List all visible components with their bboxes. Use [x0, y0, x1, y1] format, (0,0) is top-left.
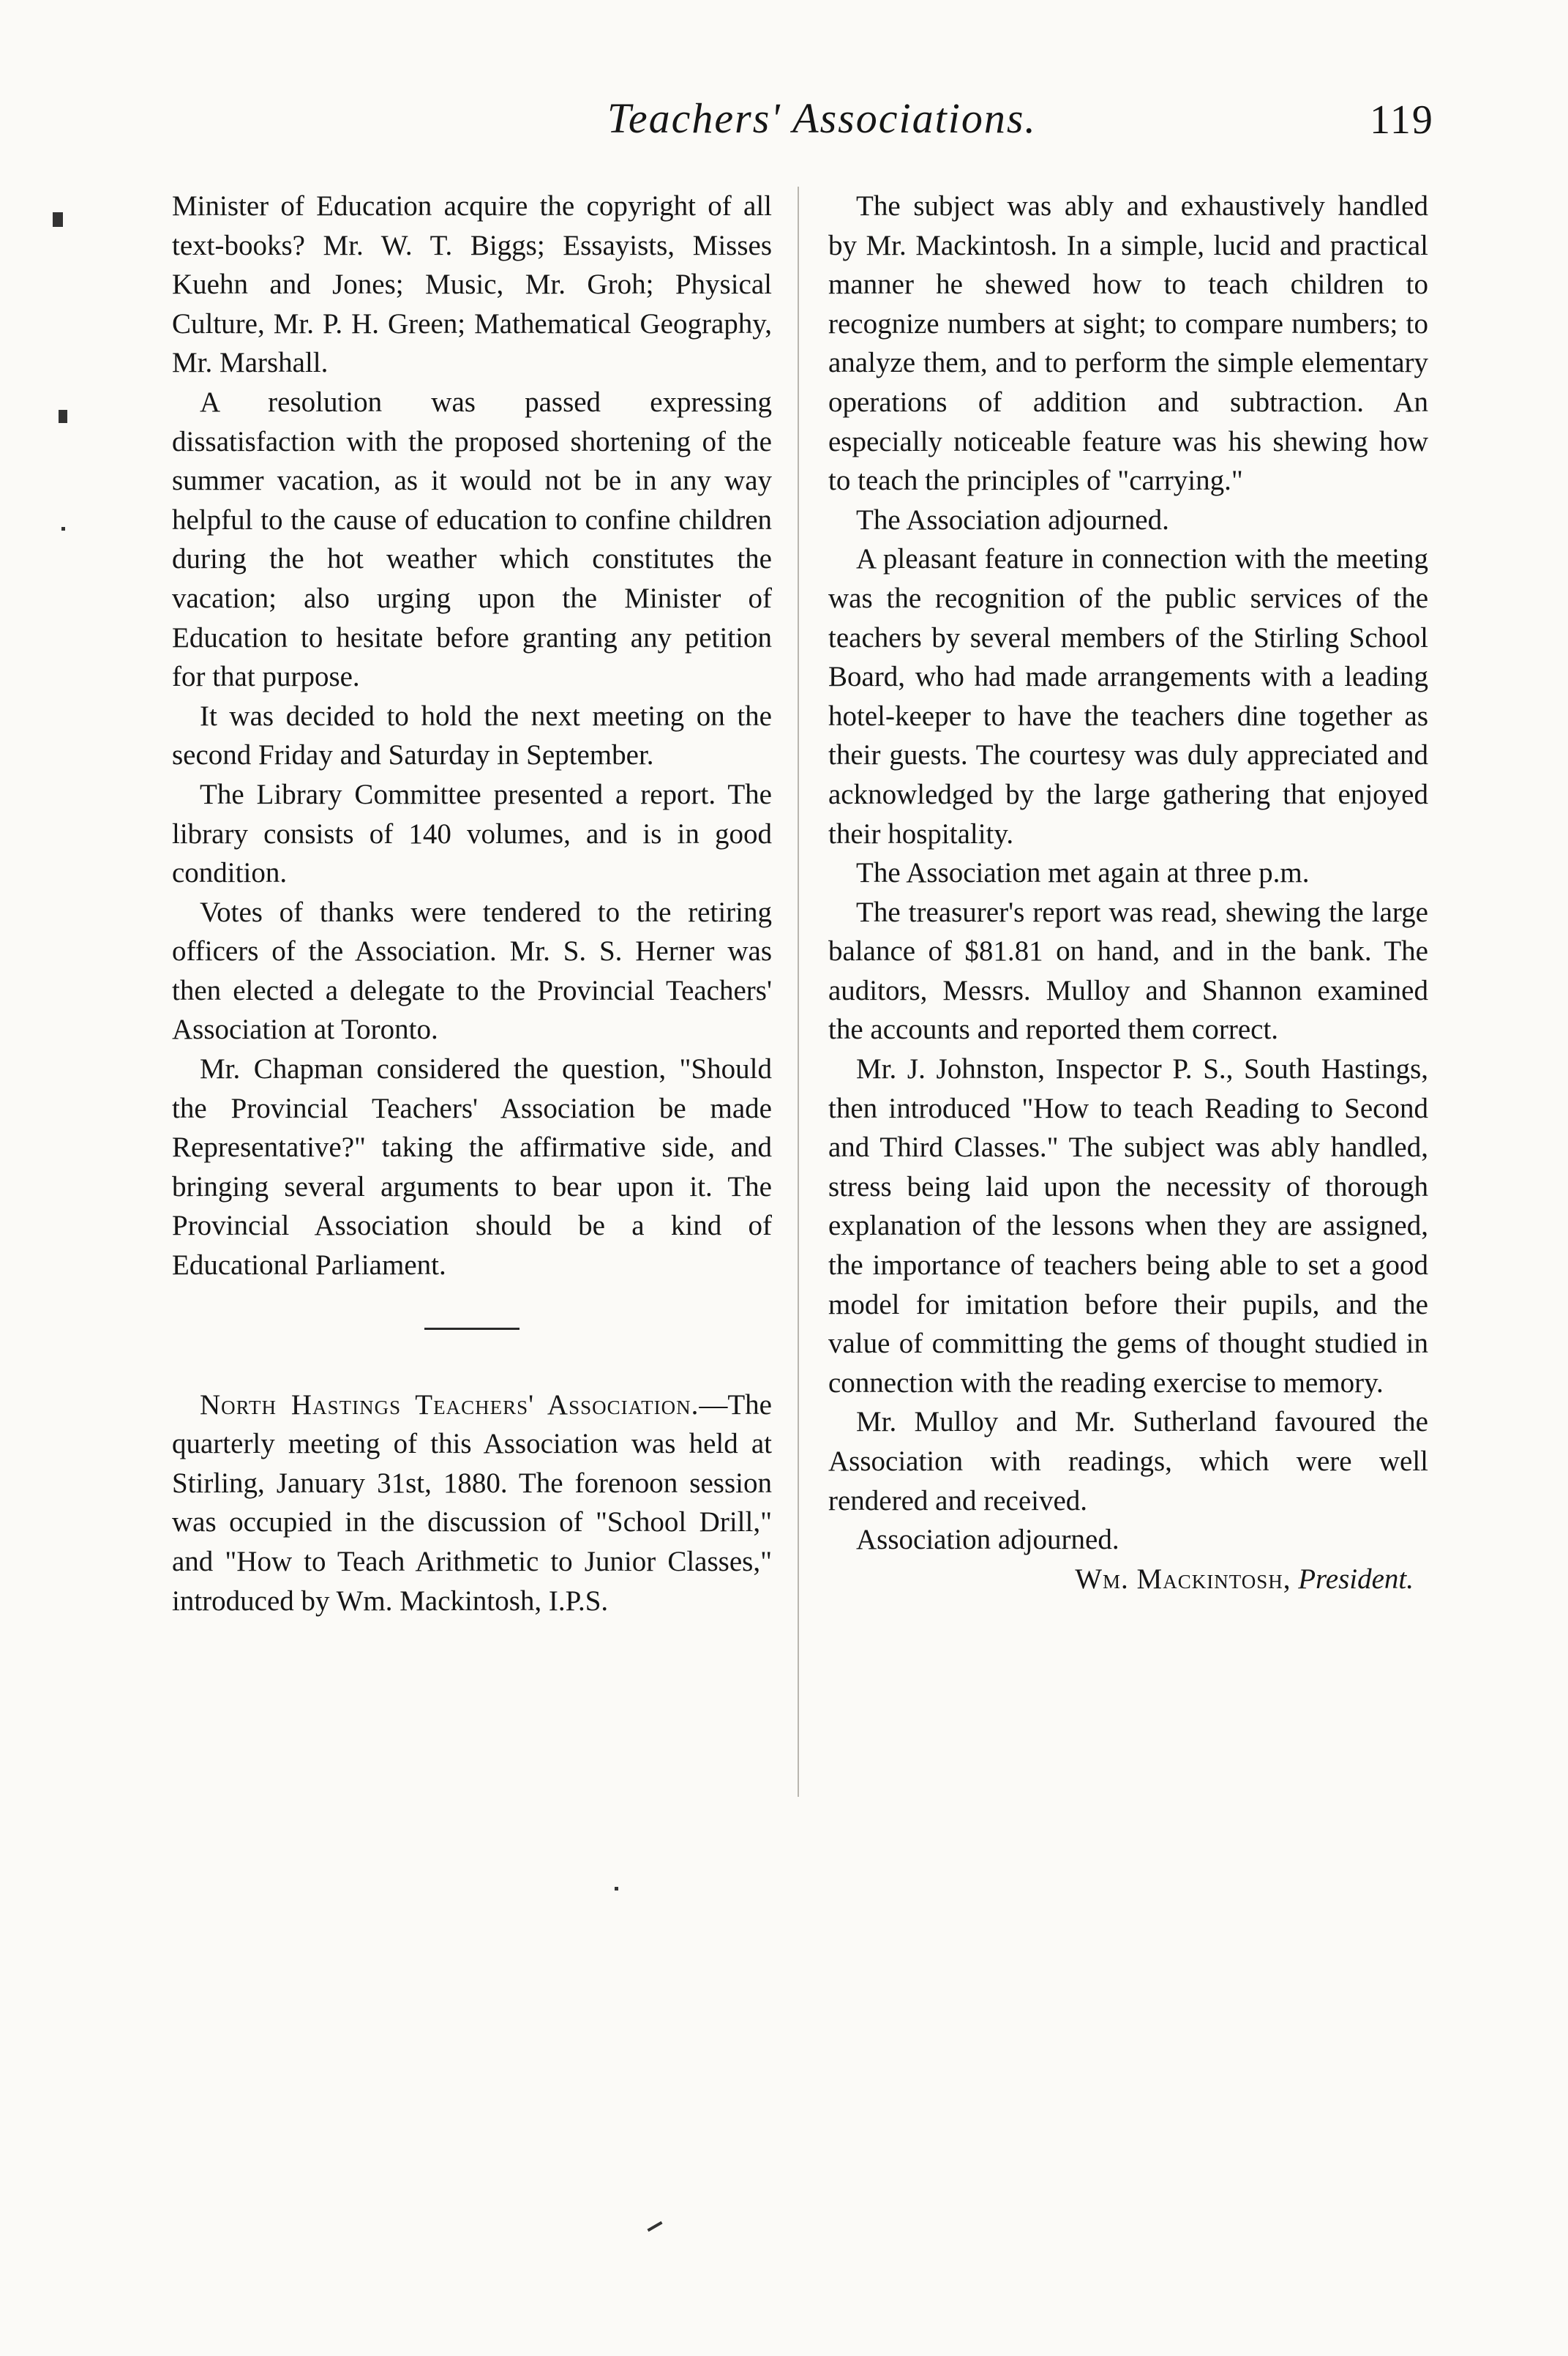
- column-rule: [798, 187, 799, 1797]
- margin-mark: [53, 212, 63, 227]
- signature-name: Wm. Mackintosh,: [1075, 1563, 1291, 1595]
- section-divider: [424, 1328, 519, 1330]
- paragraph: The Association met again at three p.m.: [856, 857, 1310, 889]
- section-paragraph: [172, 1385, 772, 1621]
- section-heading: North Hastings Teachers' Association.: [200, 1388, 699, 1421]
- running-title: Teachers' Associations.: [607, 94, 1037, 142]
- signature-title: President.: [1298, 1563, 1414, 1595]
- paragraph: Association adjourned.: [856, 1524, 1119, 1556]
- paragraph: A pleasant feature in connection with the meeting was the recognition of the public services of the teachers by several members of the Stirling School Board, who had made arrangements with a leading hotel-keeper to have the teachers dine together as their guests. The courtesy was duly appreciated and acknowledged by the large gathering that enjoyed their hospitality.: [828, 543, 1428, 850]
- paragraph: Minister of Education acquire the copyright of all text-books? Mr. W. T. Biggs; Essayists, Misses Kuehn and Jones; Music, Mr. Groh; Physical Culture, Mr. P. H. Green; Mathematical Geography, Mr. Marshall.: [172, 190, 772, 379]
- margin-mark: [615, 1887, 618, 1891]
- paragraph: A resolution was passed expressing dissatisfaction with the proposed shortening of the summer vacation, as it would not be in any way helpful to the cause of education to confine children during the hot weather which constitutes the vacation; also urging upon the Minister of Education to hesitate before granting any petition for that purpose.: [172, 386, 772, 693]
- paragraph: It was decided to hold the next meeting on the second Friday and Saturday in September.: [172, 700, 772, 771]
- signature: [828, 1560, 1428, 1599]
- margin-mark: [647, 2221, 662, 2232]
- page-number: 119: [1370, 97, 1434, 143]
- right-column: [828, 187, 1428, 1598]
- paragraph: The Library Committee presented a report. The library consists of 140 volumes, and is in good condition.: [172, 778, 772, 889]
- paragraph: The treasurer's report was read, shewing the large balance of $81.81 on hand, and in the bank. The auditors, Messrs. Mulloy and Shannon examined the accounts and reported them correct.: [828, 896, 1428, 1046]
- paragraph: Mr. Chapman considered the question, "Should the Provincial Teachers' Association be made Representative?" taking the affirmative side, and bringing several arguments to bear upon it. The Provincial Association should be a kind of Educational Parliament.: [172, 1053, 772, 1282]
- paragraph: Votes of thanks were tendered to the retiring officers of the Association. Mr. S. S. Herner was then elected a delegate to the Provincial Teachers' Association at Toronto.: [172, 896, 772, 1046]
- paragraph: Mr. Mulloy and Mr. Sutherland favoured the Association with readings, which were well rendered and received.: [828, 1406, 1428, 1517]
- paragraph: The subject was ably and exhaustively handled by Mr. Mackintosh. In a simple, lucid and practical manner he shewed how to teach children to recognize numbers at sight; to compare numbers; to analyze them, and to perform the simple elementary operations of addition and subtraction. An especially noticeable feature was his shewing how to teach the principles of "carrying.": [828, 190, 1428, 497]
- paragraph: Mr. J. Johnston, Inspector P. S., South Hastings, then introduced "How to teach Reading to Second and Third Classes." The subject was ably handled, stress being laid upon the necessity of thorough explanation of the lessons when they are assigned, the importance of teachers being able to set a good model for imitation before their pupils, and the value of committing the gems of thought studied in connection with the reading exercise to memory.: [828, 1053, 1428, 1399]
- margin-mark: [61, 527, 65, 531]
- margin-mark: [59, 410, 67, 423]
- paragraph: The Association adjourned.: [856, 504, 1169, 536]
- section-text: —The quarterly meeting of this Association was held at Stirling, January 31st, 1880. The forenoon session was occupied in the discussion of "School Drill," and "How to Teach Arithmetic to Junior Classes," introduced by Wm. Mackintosh, I.P.S.: [172, 1388, 772, 1617]
- left-column: [172, 187, 772, 1620]
